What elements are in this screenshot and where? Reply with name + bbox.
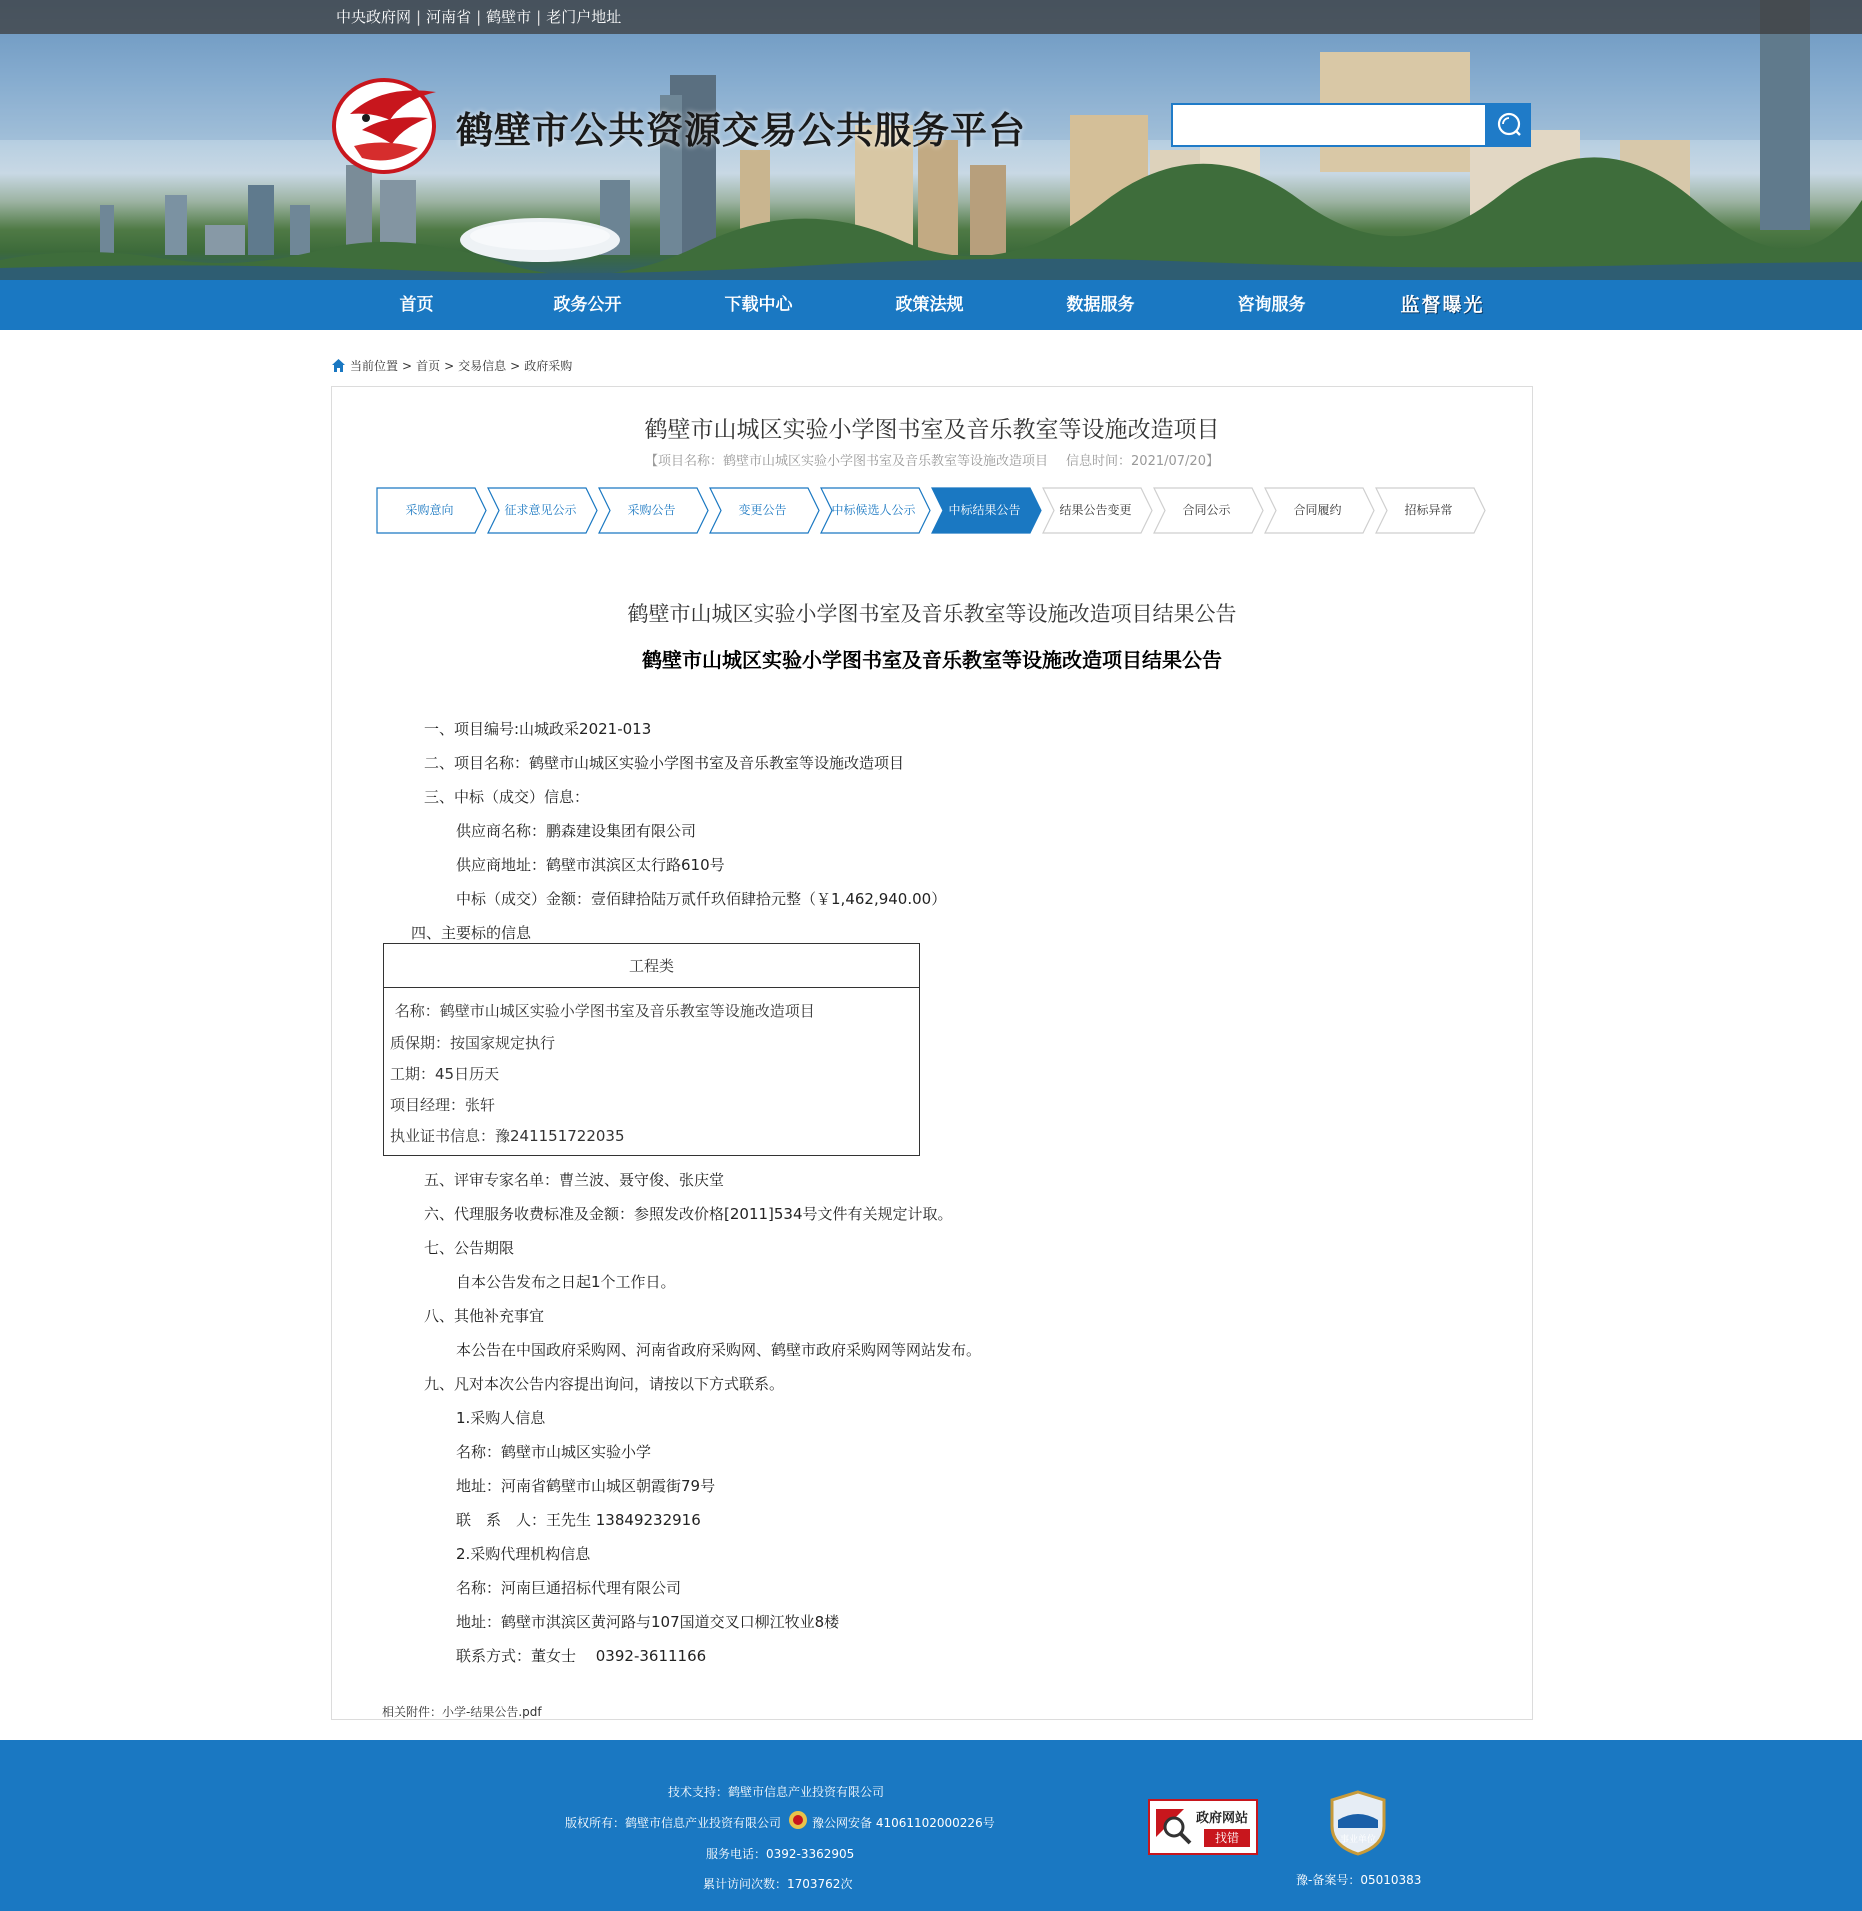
nav-item-consulting[interactable]: 咨询服务: [1237, 295, 1306, 315]
subject-info-table: [383, 943, 920, 1156]
breadcrumb: 当前位置 > 首页 > 交易信息 > 政府采购: [331, 357, 576, 374]
body-line: 五、评审专家名单：曹兰波、聂守俊、张庆堂: [424, 1171, 725, 1189]
gov-badge-action: 找错: [1204, 1829, 1250, 1847]
step-label: 结果公告变更: [1059, 503, 1132, 517]
step-item[interactable]: [931, 487, 1042, 534]
body-line: 名称：河南巨通招标代理有限公司: [456, 1579, 682, 1597]
body-line: 供应商名称：鹏森建设集团有限公司: [456, 822, 697, 840]
step-label: 合同公示: [1182, 503, 1231, 517]
step-label: 采购公告: [627, 503, 676, 517]
footer-tech-support: 技术支持：鹤壁市信息产业投资有限公司: [668, 1785, 885, 1799]
search-icon: [1495, 111, 1523, 139]
breadcrumb-gov-procurement[interactable]: 政府采购: [524, 359, 573, 373]
nav-item-supervision[interactable]: 监督曝光: [1400, 294, 1485, 316]
site-logo-icon[interactable]: [332, 74, 442, 174]
table-header: 工程类: [384, 944, 919, 988]
nav-item-gov-affairs[interactable]: 政务公开: [553, 295, 622, 315]
top-link-central-gov[interactable]: 中央政府网: [336, 8, 412, 26]
step-item[interactable]: [820, 487, 931, 534]
project-meta-name: 【项目名称：鹤壁市山城区实验小学图书室及音乐教室等设施改造项目: [645, 454, 1049, 469]
step-item[interactable]: [487, 487, 598, 534]
step-item[interactable]: [376, 487, 487, 534]
body-line: 2.采购代理机构信息: [456, 1545, 591, 1563]
body-line: 六、代理服务收费标准及金额：参照发改价格[2011]534号文件有关规定计取。: [424, 1205, 953, 1223]
body-line: 供应商地址：鹤壁市淇滨区太行路610号: [456, 856, 725, 874]
footer: [0, 1740, 1862, 1911]
step-item[interactable]: [709, 487, 820, 534]
step-item[interactable]: [1264, 487, 1375, 534]
step-label: 合同履约: [1293, 503, 1342, 517]
step-label: 变更公告: [738, 503, 787, 517]
search-input[interactable]: [1173, 105, 1485, 145]
gov-site-error-badge[interactable]: [1148, 1799, 1258, 1855]
body-line: 本公告在中国政府采购网、河南省政府采购网、鹤壁市政府采购网等网站发布。: [456, 1341, 982, 1359]
step-item[interactable]: [1375, 487, 1486, 534]
project-meta-time: 信息时间：2021/07/20】: [1066, 454, 1219, 469]
body-line: 联系方式：董女士 0392-3611166: [456, 1647, 707, 1665]
nav-item-home[interactable]: 首页: [399, 295, 434, 315]
table-row: 质保期：按国家规定执行: [390, 1034, 556, 1052]
table-row: 名称：鹤壁市山城区实验小学图书室及音乐教室等设施改造项目: [390, 1002, 815, 1020]
search-button[interactable]: [1487, 103, 1531, 147]
attachment: [382, 1703, 542, 1720]
top-link-henan[interactable]: 河南省: [426, 8, 472, 26]
body-line: 一、项目编号:山城政采2021-013: [424, 720, 652, 738]
body-line: 三、中标（成交）信息：: [424, 788, 590, 806]
body-line: 联 系 人：王先生 13849232916: [456, 1511, 701, 1529]
table-row: 工期：45日历天: [390, 1065, 500, 1083]
step-label: 征求意见公示: [504, 503, 577, 517]
body-line: 自本公告发布之日起1个工作日。: [456, 1273, 676, 1291]
table-row: 执业证书信息：豫241151722035: [390, 1127, 625, 1145]
body-line: 九、凡对本次公告内容提出询问，请按以下方式联系。: [424, 1375, 785, 1393]
notice-subtitle: 鹤壁市山城区实验小学图书室及音乐教室等设施改造项目结果公告: [642, 648, 1222, 672]
top-link-hebi[interactable]: 鹤壁市: [486, 8, 532, 26]
footer-copyright: 版权所有：鹤壁市信息产业投资有限公司: [565, 1816, 782, 1830]
search-box: [1171, 103, 1487, 147]
step-item[interactable]: [598, 487, 709, 534]
top-bar: [0, 0, 1862, 34]
table-row: 项目经理：张轩: [390, 1096, 496, 1114]
body-line: 地址：河南省鹤壁市山城区朝霞街79号: [456, 1477, 716, 1495]
top-link-old-portal[interactable]: 老门户地址: [546, 8, 622, 26]
body-line: 中标（成交）金额：壹佰肆拾陆万贰仟玖佰肆拾元整（￥1,462,940.00）: [456, 890, 947, 908]
breadcrumb-trade-info[interactable]: 交易信息: [458, 359, 507, 373]
police-badge-icon: [788, 1810, 808, 1830]
step-label: 中标结果公告: [948, 503, 1021, 517]
project-meta: [332, 450, 1532, 469]
footer-visits: 累计访问次数：1703762次: [703, 1877, 853, 1891]
step-label: 招标异常: [1404, 503, 1453, 517]
attachment-label: 相关附件：: [382, 1705, 443, 1719]
nav-item-data-services[interactable]: 数据服务: [1066, 295, 1135, 315]
body-line: 名称：鹤壁市山城区实验小学: [456, 1443, 652, 1461]
nav-item-policies[interactable]: 政策法规: [895, 295, 964, 315]
nav-item-downloads[interactable]: 下载中心: [724, 295, 793, 315]
footer-police-record[interactable]: 豫公网安备 41061102000226号: [812, 1816, 995, 1830]
main-nav: [0, 280, 1862, 330]
site-title: 鹤壁市公共资源交易公共服务平台: [456, 109, 1026, 152]
attachment-link[interactable]: 小学-结果公告.pdf: [442, 1705, 542, 1719]
notice-title: 鹤壁市山城区实验小学图书室及音乐教室等设施改造项目结果公告: [627, 602, 1237, 626]
top-links: 中央政府网 | 河南省 | 鹤壁市 | 老门户地址: [336, 8, 622, 26]
breadcrumb-label: 当前位置: [350, 359, 399, 373]
footer-phone: 服务电话：0392-3362905: [706, 1847, 855, 1861]
footer-icp[interactable]: 豫-备案号：05010383: [1296, 1873, 1422, 1887]
step-item[interactable]: [1042, 487, 1153, 534]
step-label: 采购意向: [405, 503, 454, 517]
content-panel: [331, 386, 1533, 1720]
gov-badge-title: 政府网站: [1196, 1811, 1249, 1826]
body-line: 1.采购人信息: [456, 1409, 546, 1427]
body-line: 二、项目名称：鹤壁市山城区实验小学图书室及音乐教室等设施改造项目: [424, 754, 905, 772]
public-institution-badge[interactable]: [1328, 1790, 1388, 1856]
body-line: 地址：鹤壁市淇滨区黄河路与107国道交叉口柳江牧业8楼: [456, 1613, 840, 1631]
home-icon: [331, 358, 346, 373]
unit-badge-label: 事业单位: [1339, 1835, 1376, 1845]
institution-shield-icon: [1328, 1790, 1388, 1856]
body-line: 四、主要标的信息: [411, 924, 532, 942]
body-line: 七、公告期限: [424, 1239, 515, 1257]
body-line: 八、其他补充事宜: [424, 1307, 545, 1325]
project-title: 鹤壁市山城区实验小学图书室及音乐教室等设施改造项目: [644, 417, 1220, 443]
breadcrumb-home[interactable]: 首页: [416, 359, 441, 373]
magnifier-icon: [1154, 1807, 1194, 1847]
header-banner: [0, 0, 1862, 280]
process-steps: [376, 487, 1492, 534]
step-label: 中标候选人公示: [831, 503, 916, 517]
step-item[interactable]: [1153, 487, 1264, 534]
